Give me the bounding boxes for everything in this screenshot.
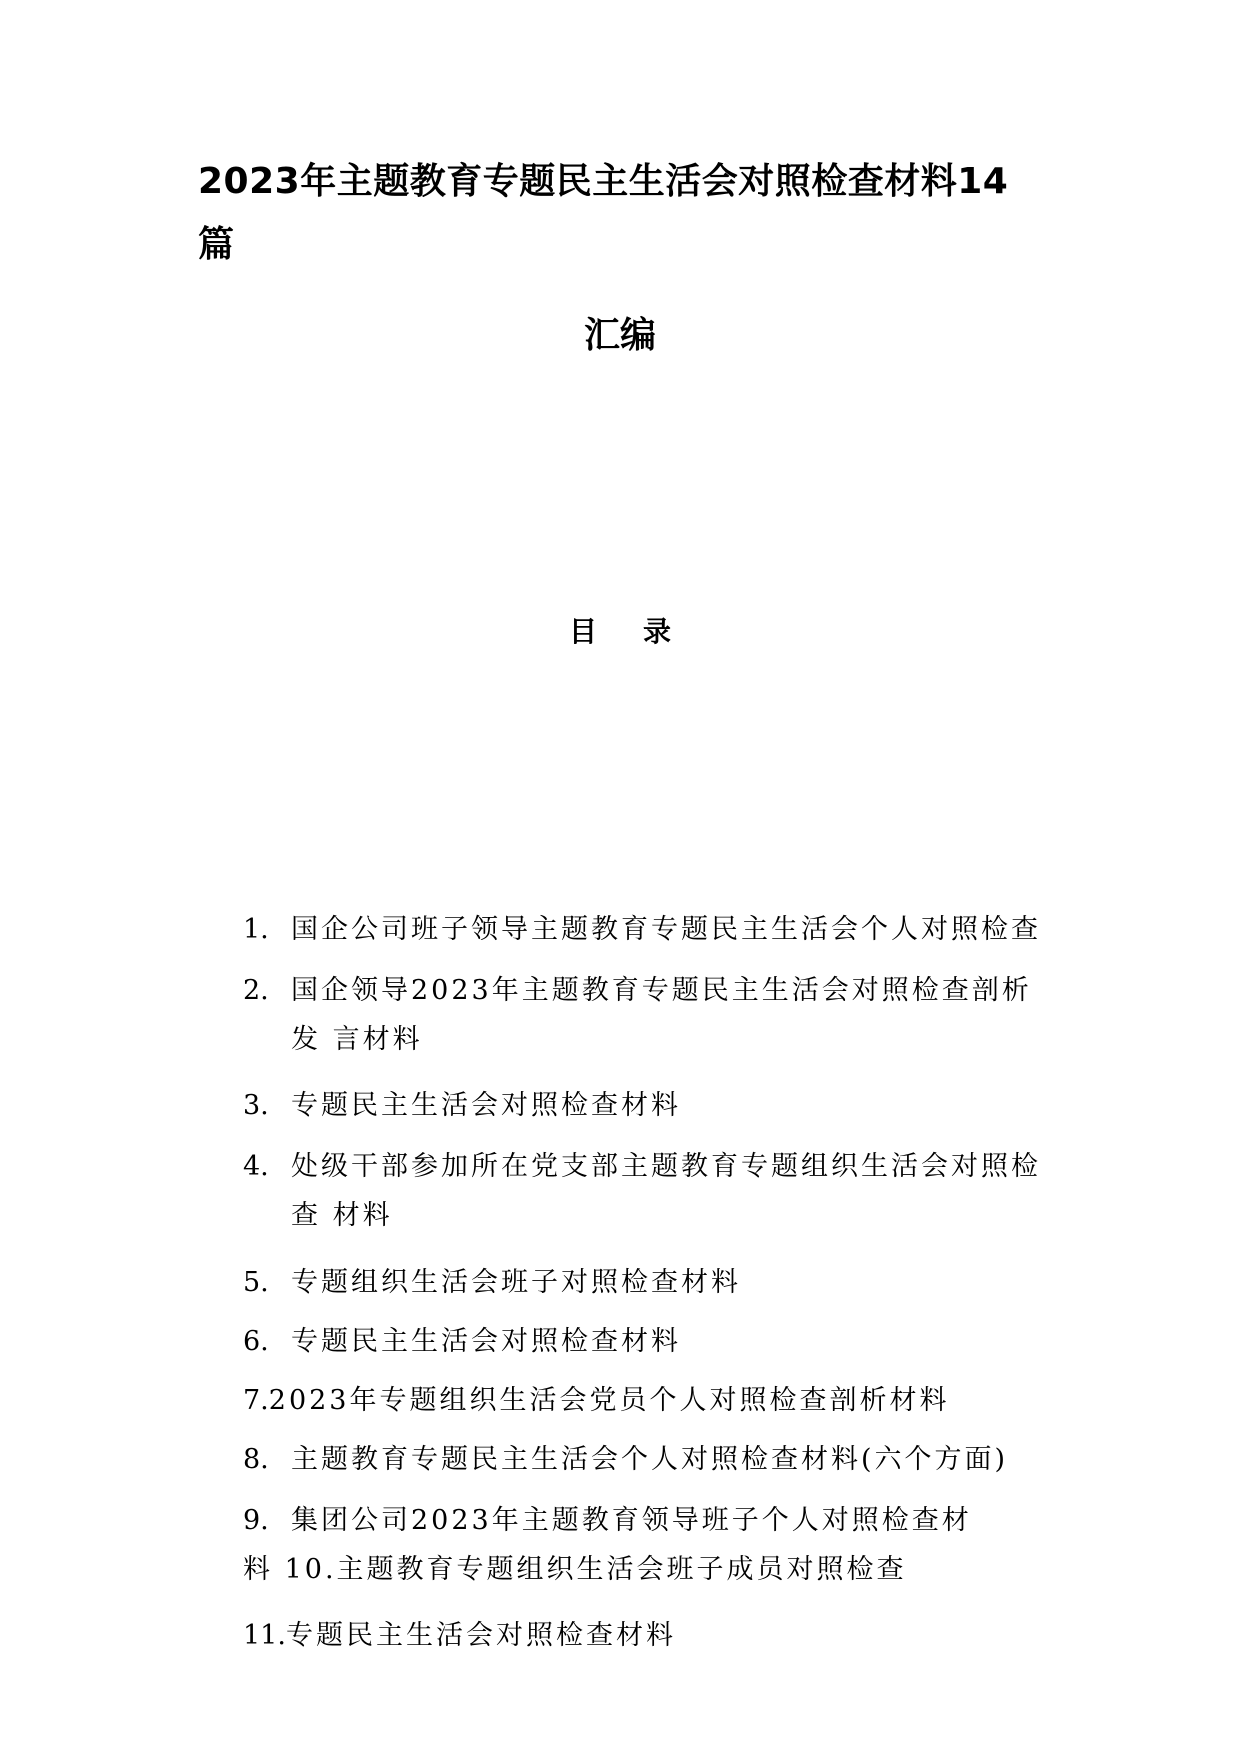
toc-item-9-continued <box>243 1551 907 1589</box>
toc-item-number: 8. <box>243 1444 269 1475</box>
toc-item-text: 发 言材料 <box>291 1024 423 1055</box>
toc-item-1 <box>243 911 1041 949</box>
toc-heading-left: 目 <box>568 615 597 648</box>
toc-item-4 <box>243 1148 1041 1186</box>
toc-item-5 <box>243 1264 741 1302</box>
toc-item-7 <box>243 1382 949 1420</box>
toc-item-number: 6. <box>243 1326 269 1357</box>
toc-item-text: 2023年专题组织生活会党员个人对照检查剖析材料 <box>268 1385 950 1416</box>
document-title: 2023年主题教育专题民主生活会对照检查材料14篇 <box>198 161 1009 265</box>
toc-item-4-continued <box>291 1197 393 1235</box>
toc-item-text: 国企公司班子领导主题教育专题民主生活会个人对照检查 <box>291 914 1041 945</box>
toc-item-text: 专题民主生活会对照检查材料 <box>285 1620 676 1651</box>
toc-item-9 <box>243 1502 972 1540</box>
toc-item-text: 专题民主生活会对照检查材料 <box>291 1326 681 1357</box>
toc-item-number: 3. <box>243 1090 269 1121</box>
toc-heading-right: 录 <box>643 615 672 648</box>
toc-item-number: 7. <box>243 1385 269 1416</box>
toc-item-number: 4. <box>243 1151 269 1182</box>
toc-heading <box>0 612 1240 652</box>
toc-item-text: 专题民主生活会对照检查材料 <box>291 1090 681 1121</box>
toc-item-number: 11. <box>243 1620 286 1651</box>
toc-item-number: 2. <box>243 975 269 1006</box>
toc-item-text: 主题教育专题民主生活会个人对照检查材料(六个方面) <box>291 1444 1009 1475</box>
toc-item-text: 料 10.主题教育专题组织生活会班子成员对照检查 <box>243 1554 907 1585</box>
toc-item-2-continued <box>291 1021 423 1059</box>
toc-item-text: 查 材料 <box>291 1200 393 1231</box>
toc-item-number: 1. <box>243 914 269 945</box>
toc-item-text: 集团公司2023年主题教育领导班子个人对照检查材 <box>291 1505 972 1536</box>
toc-item-2 <box>243 972 1032 1010</box>
toc-item-8 <box>243 1441 1008 1479</box>
toc-item-text: 专题组织生活会班子对照检查材料 <box>291 1267 741 1298</box>
toc-item-text: 处级干部参加所在党支部主题教育专题组织生活会对照检 <box>291 1151 1041 1182</box>
toc-item-number: 9. <box>243 1505 269 1536</box>
toc-item-11 <box>243 1617 676 1655</box>
toc-item-text: 国企领导2023年主题教育专题民主生活会对照检查剖析 <box>291 975 1032 1006</box>
document-subtitle: 汇编 <box>583 315 656 356</box>
toc-item-6 <box>243 1323 681 1361</box>
toc-item-number: 5. <box>243 1267 269 1298</box>
toc-item-3 <box>243 1087 681 1125</box>
